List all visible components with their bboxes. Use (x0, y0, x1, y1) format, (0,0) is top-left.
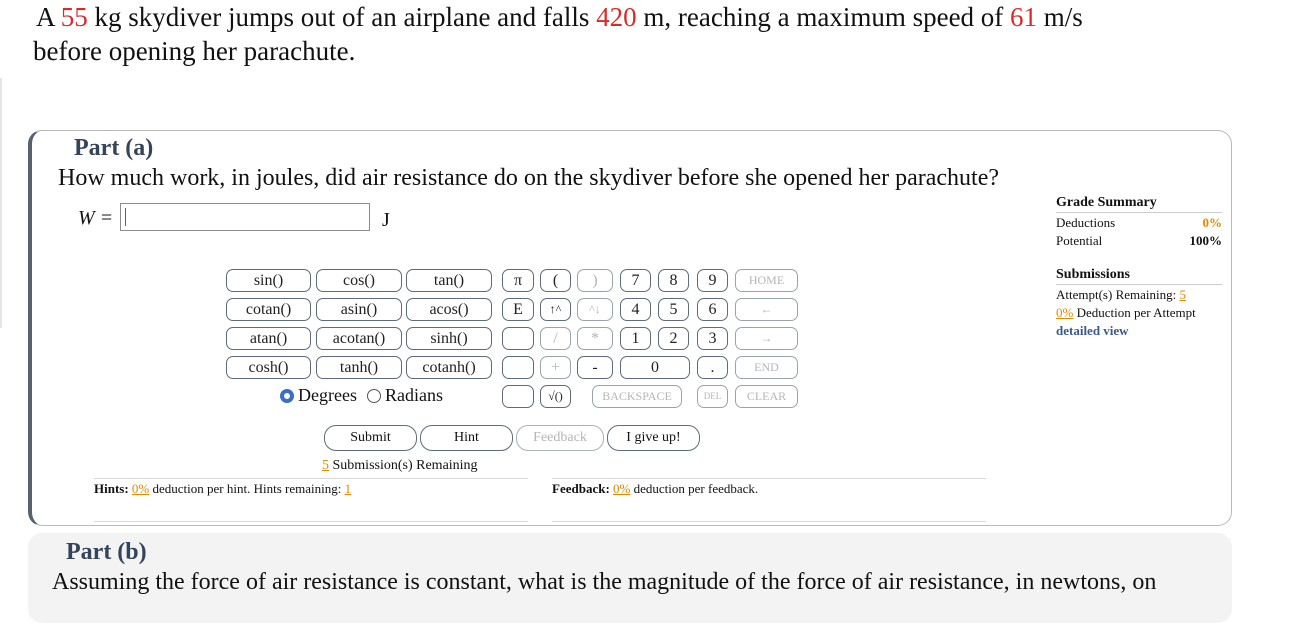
deductions-label: Deductions (1056, 215, 1116, 230)
sqrt-button[interactable]: √() (540, 385, 571, 408)
blank-key-3[interactable] (502, 385, 534, 408)
digit-5-button[interactable]: 5 (658, 298, 689, 321)
end-button[interactable]: END (735, 356, 798, 379)
give-up-button[interactable]: I give up! (607, 425, 700, 451)
angle-mode-toggle (280, 385, 453, 406)
radians-radio[interactable] (367, 389, 381, 403)
degrees-radio[interactable] (280, 389, 294, 403)
part-b-panel[interactable] (28, 533, 1232, 623)
digit-6-button[interactable]: 6 (697, 298, 728, 321)
sinh-button[interactable]: sinh() (406, 327, 492, 350)
cotan-button[interactable]: cotan() (226, 298, 311, 321)
digit-4-button[interactable]: 4 (620, 298, 651, 321)
attempt-deduction: 0% (1056, 305, 1074, 320)
part-a-title: Part (a) (74, 135, 154, 161)
submissions-summary: Submissions Attempt(s) Remaining: 5 0% Deduction per Attempt detailed view (1056, 267, 1222, 339)
right-paren-button[interactable]: ) (577, 269, 613, 292)
cotanh-button[interactable]: cotanh() (406, 356, 492, 379)
part-a-panel (28, 130, 1232, 526)
divide-button[interactable]: / (540, 327, 571, 350)
acos-button[interactable]: acos() (406, 298, 492, 321)
part-b-title: Part (b) (66, 539, 147, 565)
feedback-info: Feedback: 0% deduction per feedback. (552, 481, 759, 496)
digit-0-button[interactable]: 0 (620, 356, 690, 379)
feedback-divider (552, 478, 986, 479)
clear-button[interactable]: CLEAR (735, 385, 798, 408)
potential-value: 100% (1189, 233, 1222, 248)
delete-button[interactable]: DEL (697, 385, 728, 408)
degrees-label: Degrees (298, 385, 357, 405)
hint-button[interactable]: Hint (420, 425, 513, 451)
left-paren-button[interactable]: ( (540, 269, 571, 292)
minus-button[interactable]: - (577, 356, 613, 379)
submit-button[interactable]: Submit (324, 425, 417, 451)
cursor-right-button[interactable]: → (735, 327, 798, 350)
hints-bottom-divider (94, 521, 528, 522)
hints-info: Hints: 0% deduction per hint. Hints remaining: 1 (94, 481, 352, 496)
potential-label: Potential (1056, 233, 1103, 248)
sin-button[interactable]: sin() (226, 269, 311, 292)
digit-1-button[interactable]: 1 (620, 327, 651, 350)
plus-button[interactable]: + (540, 356, 571, 379)
cos-button[interactable]: cos() (316, 269, 402, 292)
hints-remaining: 1 (344, 481, 352, 496)
blank-key-2[interactable] (502, 356, 534, 379)
part-a-question: How much work, in joules, did air resistance do on the skydiver before she opened her parachute? (58, 165, 1000, 191)
mass-value: 55 (60, 2, 88, 32)
digit-2-button[interactable]: 2 (658, 327, 689, 350)
superscript-down-button[interactable]: ^↓ (577, 298, 613, 321)
distance-value: 420 (596, 2, 637, 32)
grade-summary-title: Grade Summary (1056, 195, 1222, 213)
multiply-button[interactable]: * (577, 327, 613, 350)
attempts-remaining: 5 (1179, 287, 1186, 302)
submissions-remaining: 5 Submission(s) Remaining (322, 458, 478, 473)
cosh-button[interactable]: cosh() (226, 356, 311, 379)
blank-key-1[interactable] (502, 327, 534, 350)
deductions-value: 0% (1202, 215, 1222, 230)
answer-unit: J (382, 209, 390, 231)
digit-7-button[interactable]: 7 (620, 269, 651, 292)
hints-divider (94, 478, 528, 479)
answer-input[interactable] (120, 203, 370, 231)
atan-button[interactable]: atan() (226, 327, 311, 350)
grade-summary (1056, 195, 1222, 249)
asin-button[interactable]: asin() (316, 298, 402, 321)
radians-label: Radians (384, 385, 443, 405)
tanh-button[interactable]: tanh() (316, 356, 402, 379)
text-caret (125, 208, 126, 226)
pi-button[interactable]: π (502, 269, 534, 292)
decimal-button[interactable]: . (697, 356, 728, 379)
speed-value: 61 (1010, 2, 1038, 32)
cursor-left-button[interactable]: ← (735, 298, 798, 321)
detailed-view-link[interactable]: detailed view (1056, 323, 1129, 338)
feedback-bottom-divider (552, 521, 986, 522)
submissions-title: Submissions (1056, 267, 1222, 285)
acotan-button[interactable]: acotan() (316, 327, 402, 350)
problem-line-2: before opening her parachute. (33, 36, 356, 66)
problem-statement (33, 0, 1233, 68)
digit-3-button[interactable]: 3 (697, 327, 728, 350)
superscript-up-button[interactable]: ↑^ (540, 298, 571, 321)
digit-8-button[interactable]: 8 (658, 269, 689, 292)
left-divider (0, 78, 2, 328)
e-button[interactable]: E (502, 298, 534, 321)
tan-button[interactable]: tan() (406, 269, 492, 292)
part-b-question: Assuming the force of air resistance is constant, what is the magnitude of the force of air resistance, in newtons, on (52, 569, 1157, 595)
feedback-button[interactable]: Feedback (516, 425, 604, 451)
backspace-button[interactable]: BACKSPACE (592, 385, 682, 408)
problem-line-1: A 55 kg skydiver jumps out of an airplane and falls 420 m, reaching a maximum speed of 61 m/s (36, 2, 1083, 32)
digit-9-button[interactable]: 9 (697, 269, 728, 292)
home-button[interactable]: HOME (735, 269, 798, 292)
answer-label: W = (78, 207, 114, 229)
